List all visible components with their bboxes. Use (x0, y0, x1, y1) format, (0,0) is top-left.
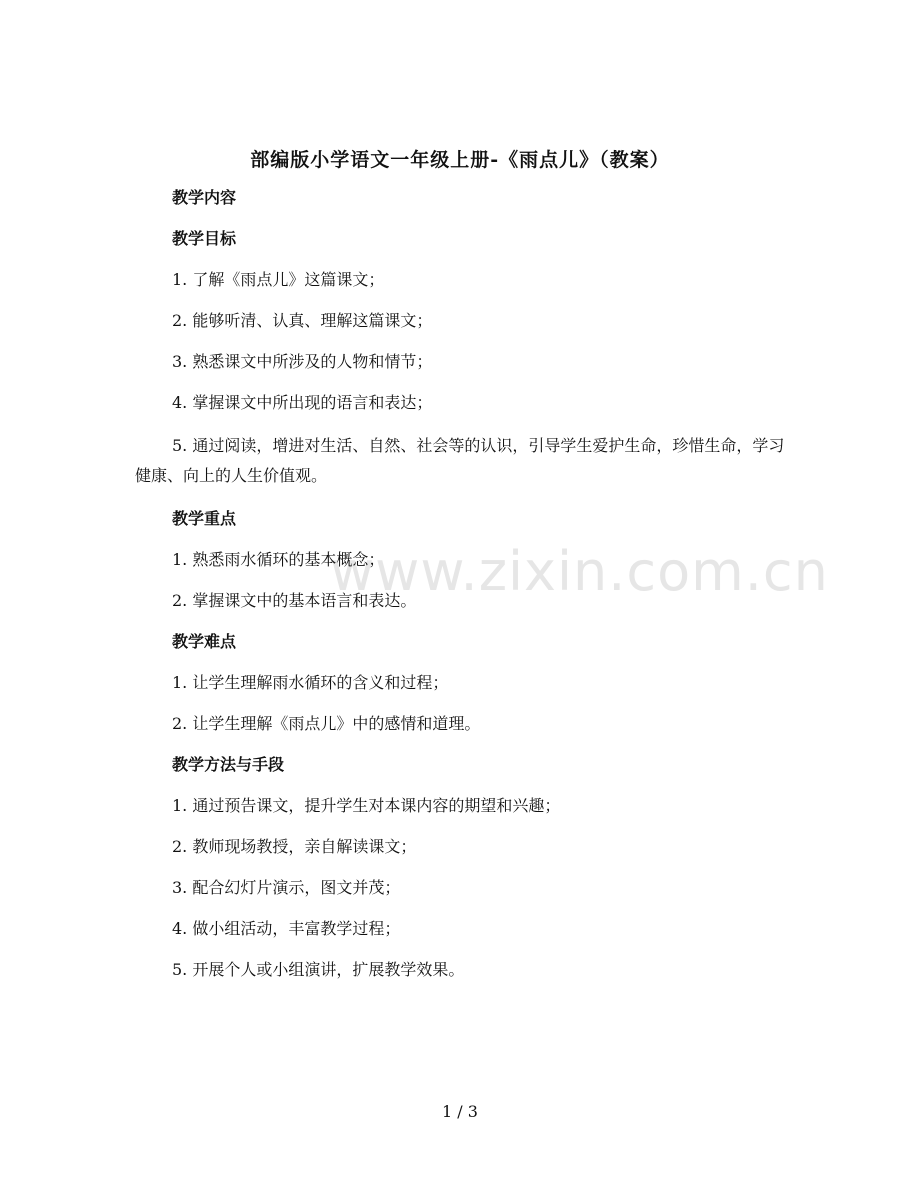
key-point-item: 1. 熟悉雨水循环的基本概念； (172, 550, 385, 569)
objective-item: 1. 了解《雨点儿》这篇课文； (172, 270, 385, 289)
section-heading-methods: 教学方法与手段 (172, 755, 285, 774)
objective-item: 3. 熟悉课文中所涉及的人物和情节； (172, 352, 433, 371)
watermark: www.zixin.com.cn (330, 540, 829, 603)
document-title: 部编版小学语文一年级上册-《雨点儿》（教案） (250, 149, 670, 171)
difficulty-item: 1. 让学生理解雨水循环的含义和过程； (172, 673, 449, 692)
document-body (135, 185, 790, 998)
section-heading-content: 教学内容 (172, 188, 237, 207)
objective-item: 2. 能够听清、认真、理解这篇课文； (172, 311, 433, 330)
method-item: 2. 教师现场教授，亲自解读课文； (172, 837, 417, 856)
method-item: 3. 配合幻灯片演示，图文并茂； (172, 878, 401, 897)
method-item: 4. 做小组活动，丰富教学过程； (172, 919, 401, 938)
section-heading-key-points: 教学重点 (172, 509, 237, 528)
difficulty-item: 2. 让学生理解《雨点儿》中的感情和道理。 (172, 714, 481, 733)
section-heading-objectives: 教学目标 (172, 229, 237, 248)
method-item: 5. 开展个人或小组演讲，扩展教学效果。 (172, 960, 465, 979)
objective-item: 5. 通过阅读，增进对生活、自然、社会等的认识，引导学生爱护生命，珍惜生命，学习健康、向上的人生价值观。 (135, 436, 785, 485)
page-number: 1 / 3 (442, 1102, 478, 1121)
section-heading-difficulties: 教学难点 (172, 632, 237, 651)
key-point-item: 2. 掌握课文中的基本语言和表达。 (172, 591, 417, 610)
method-item: 1. 通过预告课文，提升学生对本课内容的期望和兴趣； (172, 796, 561, 815)
objective-item: 4. 掌握课文中所出现的语言和表达； (172, 393, 433, 412)
